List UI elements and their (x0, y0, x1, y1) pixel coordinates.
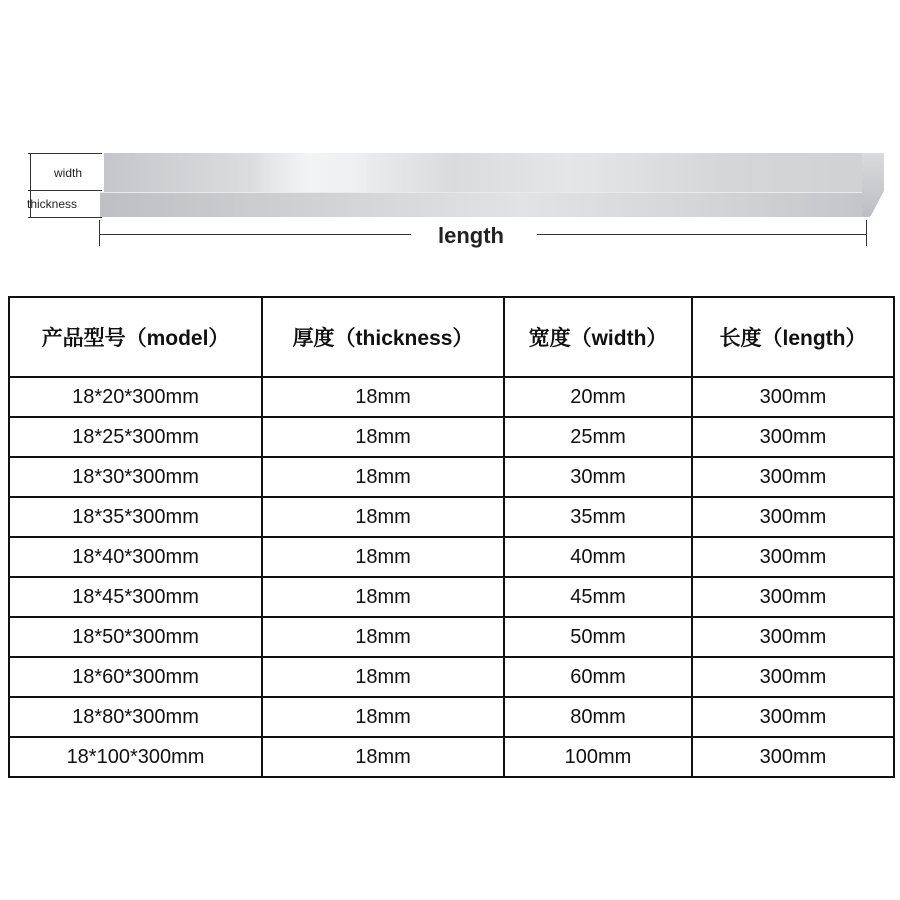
cell-model: 18*20*300mm (9, 377, 262, 417)
steel-bar-highlight (250, 153, 370, 193)
cell-width: 30mm (504, 457, 692, 497)
length-dimension-left-line (99, 234, 411, 235)
table-row (9, 657, 894, 697)
header-model: 产品型号（model） (9, 297, 262, 377)
thickness-dimension-bottom-line (28, 217, 102, 218)
cell-thickness: 18mm (262, 737, 504, 777)
width-dimension-vertical (30, 153, 31, 191)
cell-model: 18*40*300mm (9, 537, 262, 577)
table-header-row (9, 297, 894, 377)
product-diagram (0, 0, 900, 270)
cell-thickness: 18mm (262, 417, 504, 457)
cell-length: 300mm (692, 657, 894, 697)
width-dimension-top-line (28, 153, 102, 154)
cell-model: 18*100*300mm (9, 737, 262, 777)
cell-model: 18*80*300mm (9, 697, 262, 737)
table-row (9, 617, 894, 657)
cell-length: 300mm (692, 377, 894, 417)
table-row (9, 537, 894, 577)
cell-length: 300mm (692, 737, 894, 777)
cell-width: 100mm (504, 737, 692, 777)
cell-width: 25mm (504, 417, 692, 457)
length-dimension-right-line (537, 234, 866, 235)
steel-bar-top-face (104, 153, 882, 193)
cell-model: 18*25*300mm (9, 417, 262, 457)
cell-model: 18*30*300mm (9, 457, 262, 497)
cell-thickness: 18mm (262, 457, 504, 497)
cell-width: 80mm (504, 697, 692, 737)
cell-thickness: 18mm (262, 377, 504, 417)
cell-width: 20mm (504, 377, 692, 417)
cell-width: 45mm (504, 577, 692, 617)
cell-length: 300mm (692, 537, 894, 577)
table-row (9, 497, 894, 537)
cell-thickness: 18mm (262, 537, 504, 577)
length-label: length (438, 223, 504, 248)
header-length: 长度（length） (692, 297, 894, 377)
cell-length: 300mm (692, 497, 894, 537)
cell-thickness: 18mm (262, 657, 504, 697)
cell-length: 300mm (692, 417, 894, 457)
steel-bar-end-face (862, 153, 884, 216)
table-row (9, 417, 894, 457)
cell-width: 60mm (504, 657, 692, 697)
steel-bar-side-face (100, 192, 870, 217)
spec-table (8, 296, 895, 778)
cell-thickness: 18mm (262, 497, 504, 537)
cell-width: 35mm (504, 497, 692, 537)
cell-thickness: 18mm (262, 577, 504, 617)
cell-length: 300mm (692, 577, 894, 617)
cell-length: 300mm (692, 697, 894, 737)
width-label: width (54, 166, 83, 180)
header-width: 宽度（width） (504, 297, 692, 377)
length-dimension-right-tick (866, 220, 867, 246)
table-row (9, 737, 894, 777)
cell-thickness: 18mm (262, 697, 504, 737)
header-thickness: 厚度（thickness） (262, 297, 504, 377)
table-row (9, 377, 894, 417)
table-row (9, 457, 894, 497)
cell-model: 18*60*300mm (9, 657, 262, 697)
cell-length: 300mm (692, 617, 894, 657)
length-dimension-left-tick (99, 220, 100, 246)
cell-width: 40mm (504, 537, 692, 577)
cell-width: 50mm (504, 617, 692, 657)
cell-model: 18*45*300mm (9, 577, 262, 617)
cell-model: 18*50*300mm (9, 617, 262, 657)
cell-thickness: 18mm (262, 617, 504, 657)
cell-model: 18*35*300mm (9, 497, 262, 537)
table-row (9, 577, 894, 617)
thickness-label: thickness (27, 197, 78, 211)
table-row (9, 697, 894, 737)
cell-length: 300mm (692, 457, 894, 497)
width-dimension-bottom-line (28, 190, 102, 191)
